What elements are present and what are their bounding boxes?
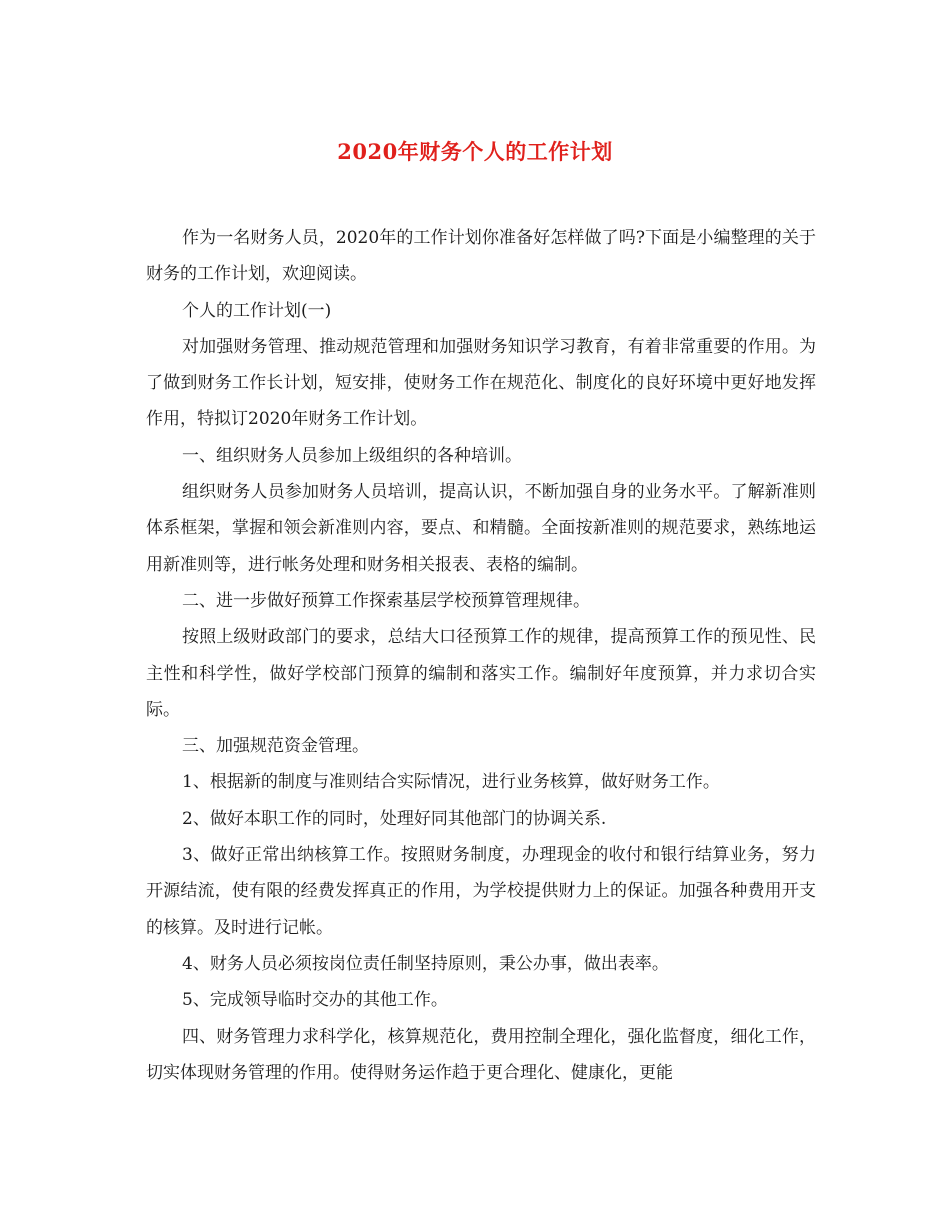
document-title: 2020年财务个人的工作计划 bbox=[337, 139, 613, 164]
paragraph: 按照上级财政部门的要求，总结大口径预算工作的规律，提高预算工作的预见性、民主性和科学性，做好学校部门预算的编制和落实工作。编制好年度预算，并力求切合实际。 bbox=[146, 627, 816, 720]
document-body bbox=[146, 220, 816, 1091]
list-item: 4、财务人员必须按岗位责任制坚持原则，秉公办事，做出表率。 bbox=[182, 953, 669, 974]
section-heading: 个人的工作计划(一) bbox=[182, 300, 332, 321]
section-heading: 一、组织财务人员参加上级组织的各种培训。 bbox=[182, 445, 522, 466]
paragraph: 四、财务管理力求科学化，核算规范化，费用控制全理化，强化监督度，细化工作，切实体现财务管理的作用。使得财务运作趋于更合理化、健康化，更能 bbox=[146, 1026, 816, 1083]
section-heading: 二、进一步做好预算工作探索基层学校预算管理规律。 bbox=[182, 590, 590, 611]
list-item: 2、做好本职工作的同时，处理好同其他部门的协调关系. bbox=[182, 808, 607, 829]
section-heading: 三、加强规范资金管理。 bbox=[182, 736, 369, 757]
paragraph-intro: 作为一名财务人员，2020年的工作计划你准备好怎样做了吗?下面是小编整理的关于财务的工作计划，欢迎阅读。 bbox=[146, 228, 816, 285]
list-item: 1、根据新的制度与准则结合实际情况，进行业务核算，做好财务工作。 bbox=[182, 772, 720, 793]
list-item: 3、做好正常出纳核算工作。按照财务制度，办理现金的收付和银行结算业务，努力开源结流，使有限的经费发挥真正的作用，为学校提供财力上的保证。加强各种费用开支的核算。及时进行记帐。 bbox=[146, 845, 816, 938]
paragraph: 对加强财务管理、推动规范管理和加强财务知识学习教育，有着非常重要的作用。为了做到财务工作长计划，短安排，使财务工作在规范化、制度化的良好环境中更好地发挥作用，特拟订2020年财务工作计划。 bbox=[146, 336, 816, 430]
list-item: 5、完成领导临时交办的其他工作。 bbox=[182, 990, 448, 1011]
paragraph: 组织财务人员参加财务人员培训，提高认识，不断加强自身的业务水平。了解新准则体系框架，掌握和领会新准则内容，要点、和精髓。全面按新准则的规范要求，熟练地运用新准则等，进行帐务处理和财务相关报表、表格的编制。 bbox=[146, 482, 816, 575]
